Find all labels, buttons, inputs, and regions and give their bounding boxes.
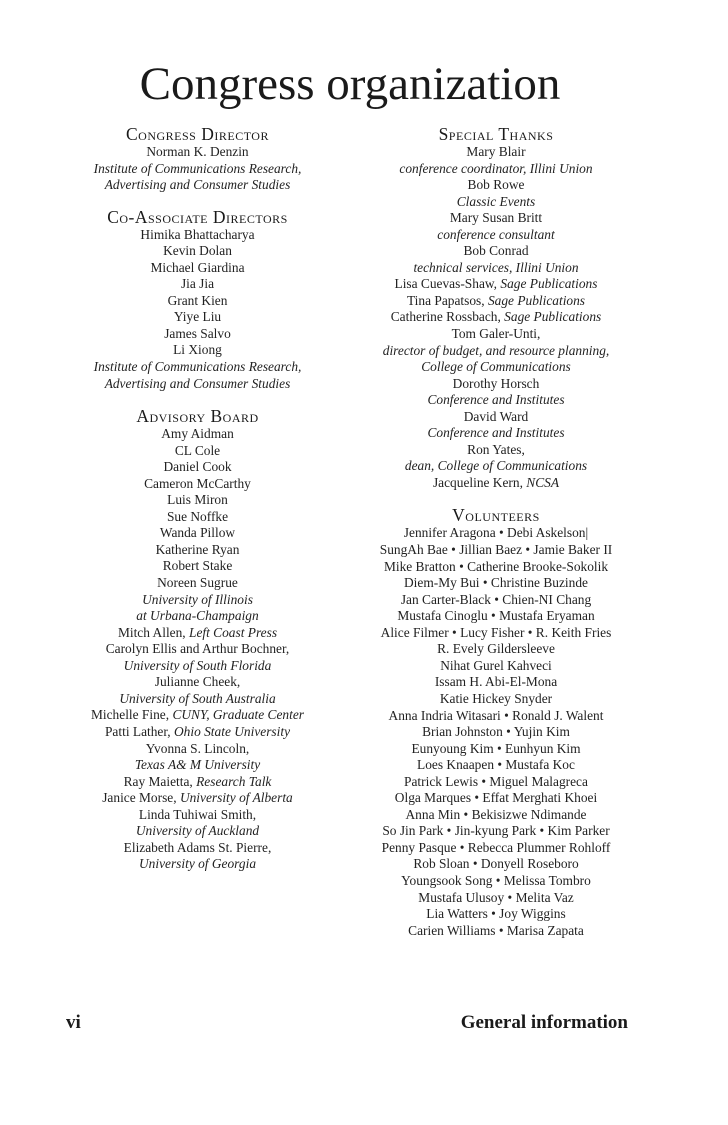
entry-name: Jacqueline Kern,: [432, 474, 527, 490]
entry-name: Elizabeth Adams St. Pierre,: [123, 839, 272, 855]
advisory-entry: [65, 691, 330, 708]
entry-affiliation: Sage Publications: [500, 276, 598, 292]
co-director-name: Michael Giardina: [150, 259, 245, 275]
advisory-entry: [65, 724, 330, 741]
entry-name: David Ward: [463, 408, 529, 424]
volunteer-line: Penny Pasque • Rebecca Plummer Rohloff: [381, 839, 611, 855]
thanks-entry: [355, 376, 637, 393]
co-director-name: Kevin Dolan: [163, 243, 232, 259]
entry-name: Mitch Allen,: [117, 624, 189, 640]
thanks-entry: [355, 210, 637, 227]
entry-affiliation: Left Coast Press: [189, 624, 278, 640]
advisory-entry: [65, 625, 330, 642]
thanks-entry: [355, 243, 637, 260]
advisory-member-name: Daniel Cook: [163, 459, 232, 475]
co-director-name: Jia Jia: [180, 276, 215, 292]
volunteer-line: Nihat Gurel Kahveci: [440, 657, 552, 673]
advisory-entry: [65, 823, 330, 840]
volunteer-line: Anna Min • Bekisizwe Ndimande: [405, 806, 587, 822]
volunteer-line: Youngsook Song • Melissa Tombro: [401, 872, 591, 888]
advisory-entry: [65, 757, 330, 774]
volunteer-line: Diem-My Bui • Christine Buzinde: [404, 575, 588, 591]
advisory-entry: [65, 774, 330, 791]
entry-affiliation: Research Talk: [196, 773, 272, 789]
entry-affiliation: Sage Publications: [504, 309, 602, 325]
congress-director-heading: Congress Director: [126, 124, 269, 144]
advisory-entry: [65, 840, 330, 857]
entry-affiliation: University of Alberta: [179, 790, 293, 806]
entry-affiliation: dean, College of Communications: [404, 458, 588, 474]
advisory-names-list: [65, 426, 330, 591]
entry-name: Tina Papatsos,: [406, 292, 488, 308]
thanks-entry: [355, 227, 637, 244]
entry-affiliation: University of South Australia: [119, 690, 276, 706]
thanks-entry: [355, 425, 637, 442]
volunteer-line: Eunyoung Kim • Eunhyun Kim: [411, 740, 581, 756]
advisory-entry: [65, 707, 330, 724]
entry-name: Ray Maietta,: [123, 773, 197, 789]
advisory-entry: [65, 674, 330, 691]
entry-name: Mary Susan Britt: [449, 210, 543, 226]
volunteer-line: Mustafa Ulusoy • Melita Vaz: [418, 889, 574, 905]
entry-name: Janice Morse,: [102, 790, 180, 806]
entry-name: Catherine Rossbach,: [390, 309, 505, 325]
entry-affiliation: Conference and Institutes: [427, 425, 565, 441]
thanks-entry: [355, 359, 637, 376]
advisory-entry: [65, 807, 330, 824]
thanks-entry: [355, 293, 637, 310]
entry-name: Bob Rowe: [467, 177, 525, 193]
volunteer-line: Jan Carter-Black • Chien-NI Chang: [400, 591, 592, 607]
co-associate-directors-heading: Co-Associate Directors: [107, 206, 288, 227]
entry-name: Linda Tuhiwai Smith,: [138, 806, 257, 822]
entry-name: Julianne Cheek,: [154, 674, 241, 690]
thanks-entry: [355, 161, 637, 178]
entry-name: Dorothy Horsch: [452, 375, 540, 391]
section-footer: General information: [460, 1012, 628, 1033]
advisory-member-name: Noreen Sugrue: [157, 575, 238, 591]
entry-affiliation: College of Communications: [421, 359, 571, 375]
volunteer-line: Rob Sloan • Donyell Roseboro: [413, 856, 579, 872]
thanks-entry: [355, 144, 637, 161]
volunteer-line: Olga Marques • Effat Merghati Khoei: [394, 790, 598, 806]
thanks-entry: [355, 276, 637, 293]
entry-affiliation: NCSA: [526, 474, 560, 490]
advisory-entries-list: [65, 625, 330, 873]
volunteer-line: R. Evely Gildersleeve: [437, 641, 555, 657]
volunteer-line: Issam H. Abi-El-Mona: [434, 674, 558, 690]
volunteer-line: Alice Filmer • Lucy Fisher • R. Keith Fries: [380, 624, 612, 640]
special-thanks-heading: Special Thanks: [438, 124, 554, 144]
advisory-entry: [65, 790, 330, 807]
special-thanks-list: [355, 144, 637, 491]
volunteers-list: [355, 525, 637, 939]
thanks-entry: [355, 475, 637, 492]
entry-affiliation: Classic Events: [456, 193, 536, 209]
thanks-entry: [355, 177, 637, 194]
volunteer-line: Loes Knaapen • Mustafa Koc: [417, 757, 575, 773]
volunteer-line: Brian Johnston • Yujin Kim: [422, 724, 570, 740]
advisory-member-name: CL Cole: [174, 442, 221, 458]
volunteer-line: So Jin Park • Jin-kyung Park • Kim Parker: [382, 823, 610, 839]
volunteer-line: Carien Williams • Marisa Zapata: [408, 922, 584, 938]
entry-name: Lisa Cuevas-Shaw,: [394, 276, 501, 292]
entry-name: Michelle Fine,: [90, 707, 173, 723]
thanks-entry: [355, 392, 637, 409]
entry-affiliation: Conference and Institutes: [427, 392, 565, 408]
entry-name: Yvonna S. Lincoln,: [145, 740, 250, 756]
advisory-member-name: Katherine Ryan: [155, 541, 240, 557]
co-director-name: Yiye Liu: [173, 309, 222, 325]
volunteer-line: Mustafa Cinoglu • Mustafa Eryaman: [397, 608, 595, 624]
advisory-affiliation: at Urbana-Champaign: [136, 608, 259, 624]
co-directors-list: [65, 227, 330, 359]
director-affiliation: Institute of Communications Research,: [93, 160, 302, 176]
entry-affiliation: Sage Publications: [487, 292, 586, 308]
volunteer-line: SungAh Bae • Jillian Baez • Jamie Baker II: [379, 542, 613, 558]
right-column: [355, 124, 637, 939]
entry-affiliation: University of Auckland: [135, 823, 260, 839]
volunteer-line: Lia Watters • Joy Wiggins: [426, 906, 566, 922]
volunteer-line: Mike Bratton • Catherine Brooke-Sokolik: [383, 558, 609, 574]
entry-affiliation: Texas A& M University: [134, 757, 261, 773]
thanks-entry: [355, 343, 637, 360]
entry-affiliation: University of South Florida: [123, 657, 272, 673]
advisory-entry: [65, 658, 330, 675]
volunteer-line: Patrick Lewis • Miguel Malagreca: [404, 773, 588, 789]
entry-name: Tom Galer-Unti,: [451, 326, 541, 342]
page-title: Congress organization: [139, 58, 561, 110]
entry-name: Patti Lather,: [104, 723, 174, 739]
thanks-entry: [355, 442, 637, 459]
advisory-board-heading: Advisory Board: [136, 406, 259, 427]
advisory-member-name: Robert Stake: [162, 558, 233, 574]
thanks-entry: [355, 309, 637, 326]
thanks-entry: [355, 194, 637, 211]
co-director-name: James Salvo: [164, 325, 231, 341]
advisory-entry: [65, 641, 330, 658]
co-directors-affiliation: Institute of Communications Research,: [93, 359, 302, 375]
page-number: vi: [66, 1012, 81, 1033]
advisory-member-name: Luis Miron: [167, 492, 228, 508]
co-director-name: Himika Bhattacharya: [140, 226, 255, 242]
entry-name: Mary Blair: [466, 144, 526, 159]
thanks-entry: [355, 260, 637, 277]
thanks-entry: [355, 409, 637, 426]
entry-affiliation: director of budget, and resource planning,: [382, 342, 610, 358]
director-name: Norman K. Denzin: [146, 144, 249, 159]
volunteer-line: Anna Indria Witasari • Ronald J. Walent: [388, 707, 604, 723]
entry-affiliation: Ohio State University: [173, 723, 291, 739]
entry-affiliation: CUNY, Graduate Center: [172, 707, 305, 723]
entry-affiliation: conference consultant: [437, 226, 555, 242]
co-director-name: Grant Kien: [167, 292, 228, 308]
entry-affiliation: University of Georgia: [138, 856, 257, 872]
entry-name: Bob Conrad: [463, 243, 529, 259]
advisory-affiliation: University of Illinois: [142, 591, 253, 607]
director-affiliation: Advertising and Consumer Studies: [104, 177, 291, 193]
advisory-member-name: Amy Aidman: [161, 426, 234, 442]
volunteer-line: Jennifer Aragona • Debi Askelson|: [403, 525, 589, 541]
advisory-member-name: Wanda Pillow: [159, 525, 236, 541]
volunteers-heading: Volunteers: [452, 505, 540, 526]
entry-name: Ron Yates,: [467, 441, 525, 457]
thanks-entry: [355, 326, 637, 343]
entry-affiliation: technical services, Illini Union: [413, 259, 579, 275]
thanks-entry: [355, 458, 637, 475]
entry-affiliation: conference coordinator, Illini Union: [399, 160, 593, 176]
co-directors-affiliation: Advertising and Consumer Studies: [104, 375, 291, 391]
volunteer-line: Katie Hickey Snyder: [439, 690, 553, 706]
advisory-member-name: Sue Noffke: [166, 508, 229, 524]
co-director-name: Li Xiong: [173, 342, 222, 358]
left-column: [65, 124, 330, 873]
advisory-member-name: Cameron McCarthy: [144, 475, 251, 491]
entry-name: Carolyn Ellis and Arthur Bochner,: [105, 641, 290, 657]
advisory-entry: [65, 856, 330, 873]
advisory-entry: [65, 741, 330, 758]
